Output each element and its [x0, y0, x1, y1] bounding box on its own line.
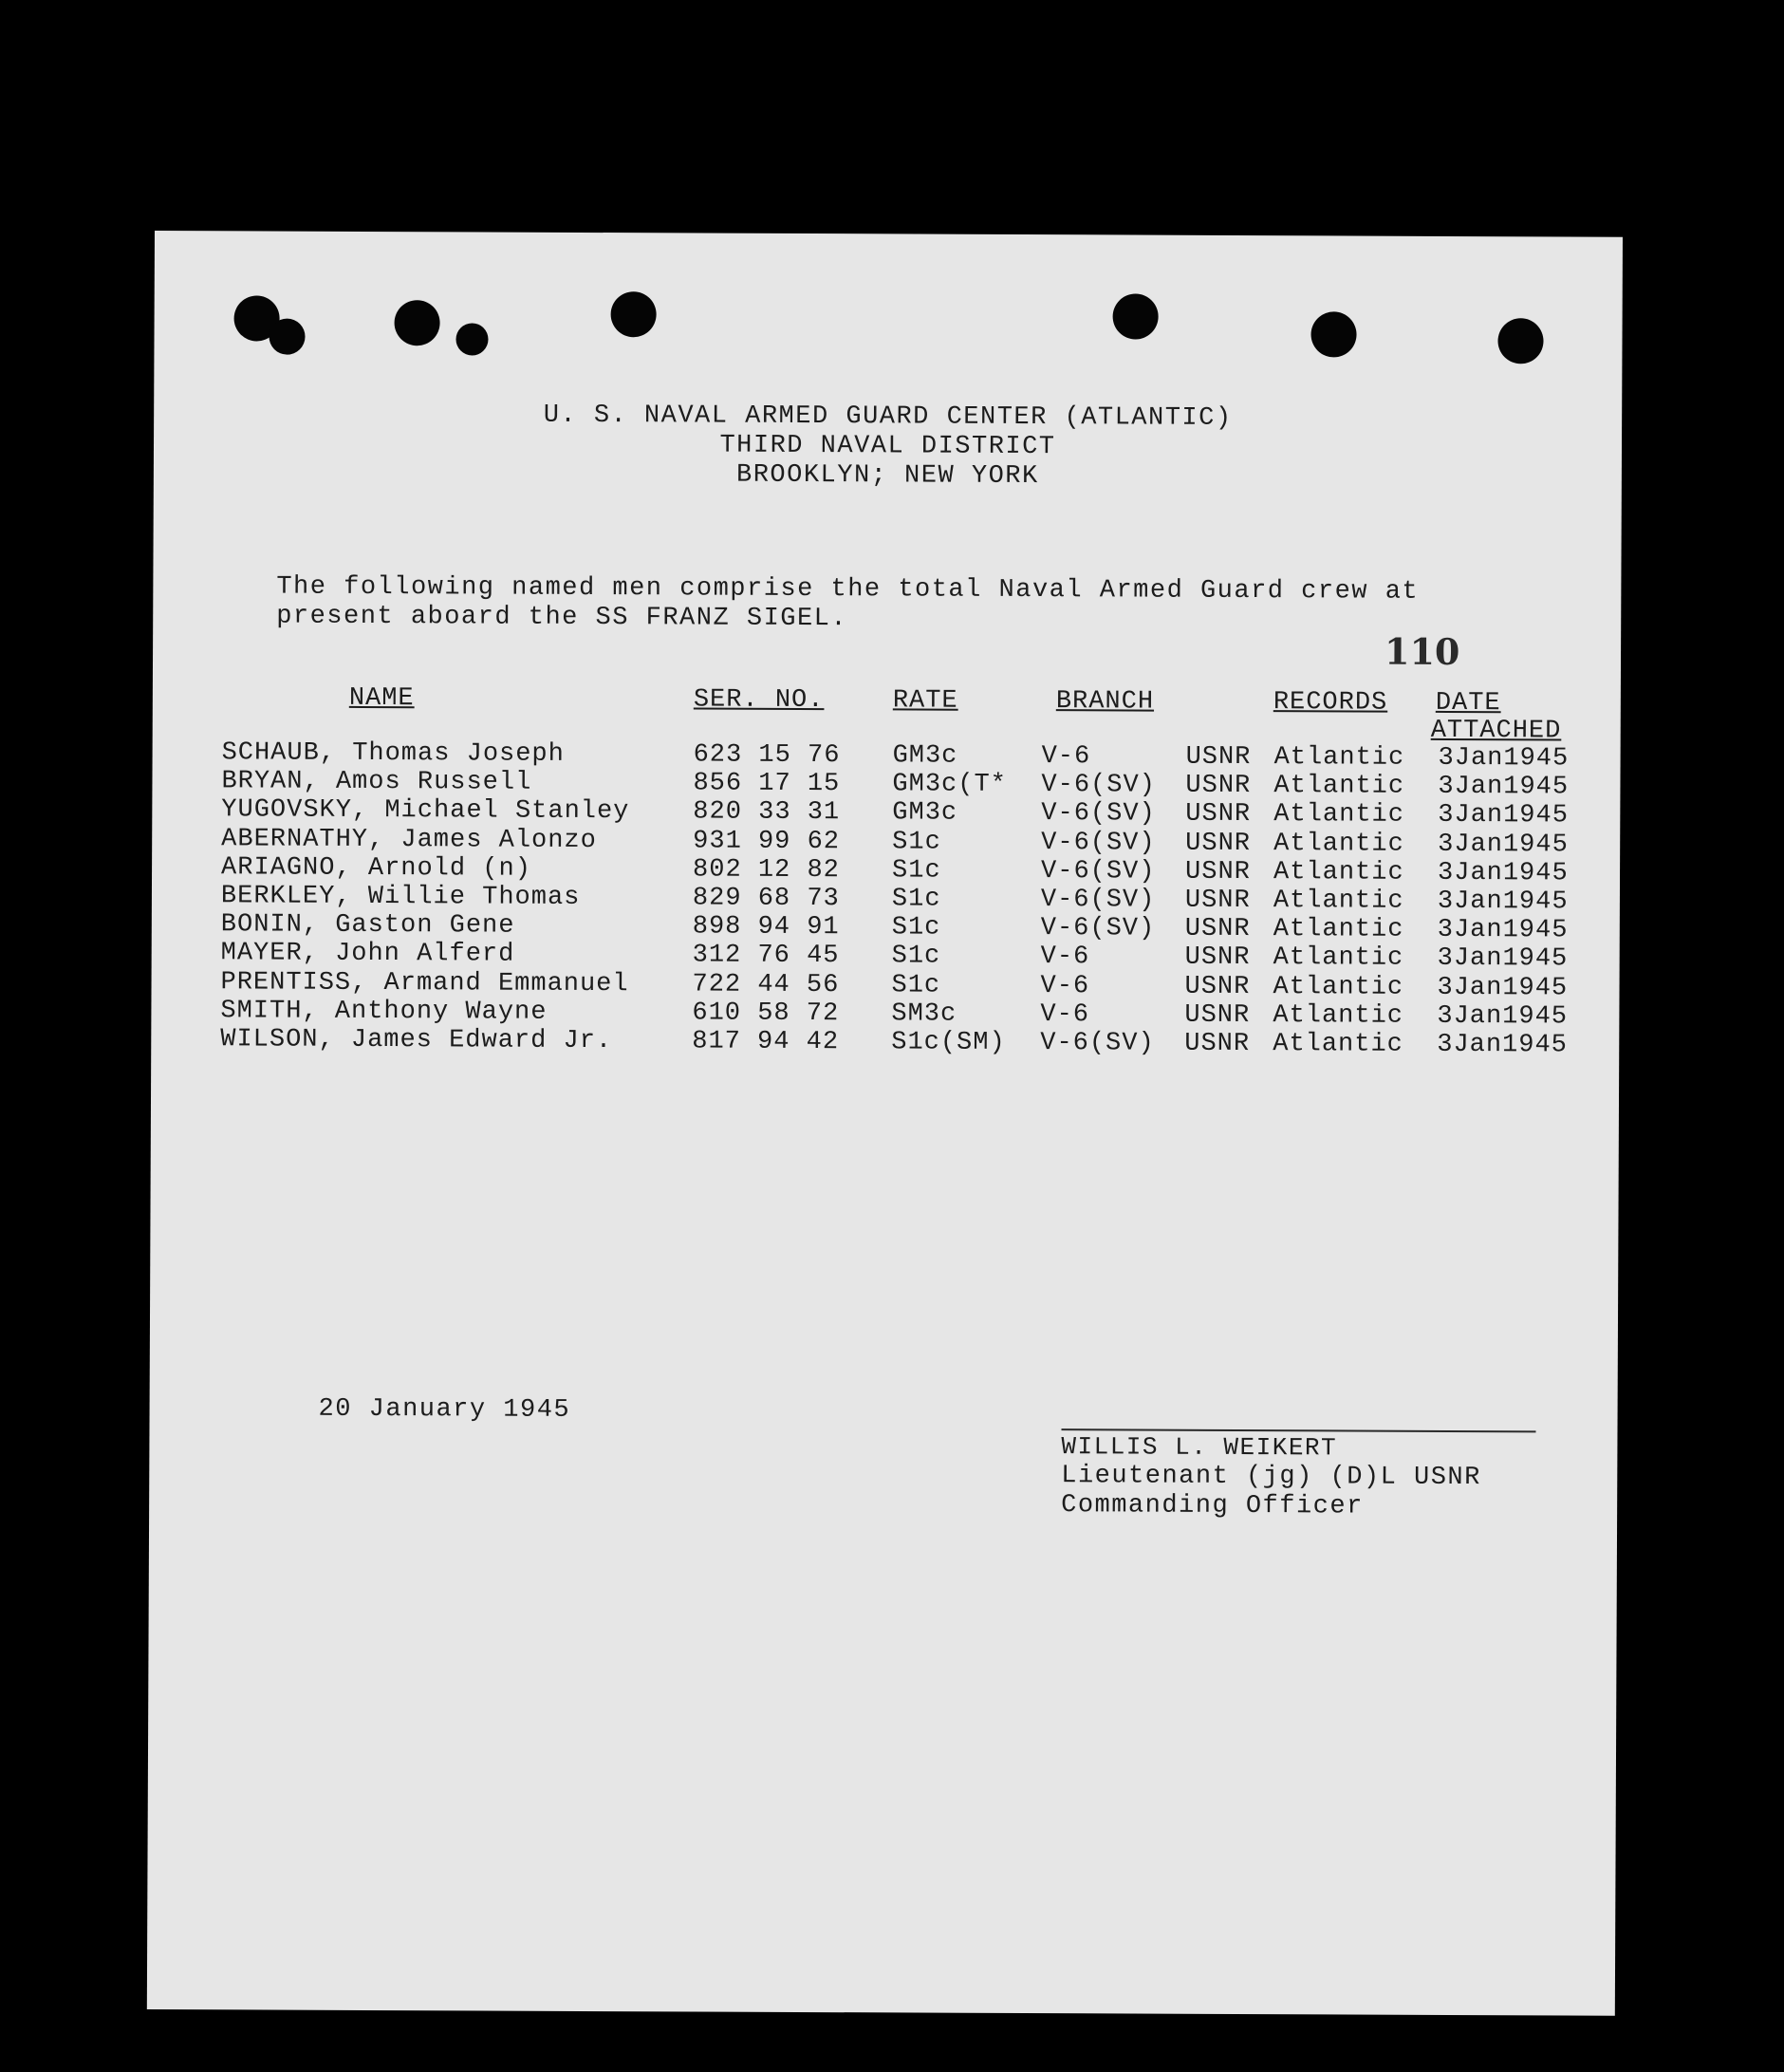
cell-ser: 623 15 76	[693, 740, 841, 771]
cell-usnr: USNR	[1184, 1029, 1251, 1059]
cell-name: BRYAN, Amos Russell	[221, 767, 532, 797]
document-date: 20 January 1945	[318, 1394, 571, 1425]
cell-rate: GM3c(T*	[892, 770, 1007, 800]
col-header-date: DATE	[1435, 688, 1501, 719]
col-header-ser-no: SER. NO.	[693, 685, 825, 716]
cell-name: ABERNATHY, James Alonzo	[221, 824, 597, 855]
cell-date: 3Jan1945	[1438, 773, 1570, 802]
cell-records: Atlantic	[1273, 972, 1404, 1002]
cell-ser: 802 12 82	[693, 855, 840, 885]
intro-line-1: The following named men comprise the total Naval Armed Guard crew at	[276, 572, 1420, 607]
cell-rate: S1c	[891, 885, 941, 914]
cell-rate: GM3c	[892, 798, 958, 829]
cell-date: 3Jan1945	[1437, 944, 1569, 974]
header-line-1: U. S. NAVAL ARMED GUARD CENTER (ATLANTIC)	[543, 401, 1233, 433]
cell-branch: V-6	[1041, 742, 1091, 772]
cell-rate: S1c	[892, 827, 941, 857]
cell-usnr: USNR	[1184, 972, 1251, 1001]
punch-hole	[394, 300, 439, 345]
cell-name: PRENTISS, Armand Emmanuel	[220, 967, 629, 999]
cell-usnr: USNR	[1185, 829, 1252, 858]
cell-usnr: USNR	[1184, 886, 1251, 916]
cell-name: SCHAUB, Thomas Joseph	[221, 738, 565, 769]
cell-records: Atlantic	[1273, 943, 1404, 974]
cell-branch: V-6	[1040, 943, 1090, 972]
cell-records: Atlantic	[1273, 915, 1404, 944]
punch-hole	[611, 291, 657, 337]
cell-rate: S1c	[891, 942, 941, 972]
cell-branch: V-6(SV)	[1040, 856, 1156, 887]
signature-title: Commanding Officer	[1061, 1491, 1364, 1521]
header-line-3: BROOKLYN; NEW YORK	[735, 460, 1039, 492]
cell-branch: V-6(SV)	[1041, 799, 1156, 829]
cell-date: 3Jan1945	[1437, 973, 1569, 1003]
cell-ser: 931 99 62	[693, 827, 841, 856]
cell-branch: V-6(SV)	[1041, 828, 1156, 858]
punch-hole	[1310, 311, 1356, 357]
cell-rate: GM3c	[892, 741, 958, 771]
signature-name: WILLIS L. WEIKERT	[1061, 1432, 1338, 1463]
cell-branch: V-6	[1040, 999, 1090, 1030]
cell-rate: SM3c	[891, 999, 957, 1029]
cell-date: 3Jan1945	[1438, 743, 1570, 774]
cell-name: BERKLEY, Willie Thomas	[220, 882, 581, 912]
page-number: 110	[1384, 629, 1460, 674]
cell-date: 3Jan1945	[1437, 1030, 1568, 1060]
cell-branch: V-6(SV)	[1040, 914, 1156, 943]
document-page	[147, 231, 1623, 2016]
cell-records: Atlantic	[1273, 1030, 1403, 1059]
signature-rank: Lieutenant (jg) (D)L USNR	[1061, 1462, 1481, 1493]
punch-hole	[1497, 318, 1543, 364]
cell-name: YUGOVSKY, Michael Stanley	[221, 795, 630, 827]
cell-branch: V-6	[1040, 971, 1090, 1000]
cell-ser: 817 94 42	[692, 1027, 840, 1057]
col-header-attached: ATTACHED	[1430, 716, 1562, 746]
cell-rate: S1c	[892, 856, 941, 886]
cell-name: ARIAGNO, Arnold (n)	[221, 853, 531, 884]
col-header-branch: BRANCH	[1055, 687, 1155, 717]
cell-records: Atlantic	[1273, 887, 1404, 916]
table-row	[151, 1025, 1619, 1060]
header-line-2: THIRD NAVAL DISTRICT	[719, 431, 1056, 462]
cell-records: Atlantic	[1273, 857, 1404, 887]
punch-hole	[269, 319, 305, 355]
cell-name: BONIN, Gaston Gene	[220, 910, 515, 941]
col-header-rate: RATE	[892, 686, 958, 716]
cell-records: Atlantic	[1273, 743, 1405, 773]
cell-ser: 722 44 56	[692, 970, 840, 999]
cell-ser: 898 94 91	[692, 912, 840, 943]
cell-rate: S1c	[891, 970, 941, 1000]
cell-usnr: USNR	[1185, 771, 1252, 801]
col-header-records: RECORDS	[1273, 688, 1388, 718]
col-header-name: NAME	[348, 683, 415, 714]
cell-name: MAYER, John Alferd	[220, 939, 515, 970]
cell-records: Atlantic	[1273, 829, 1404, 859]
cell-usnr: USNR	[1184, 943, 1251, 973]
punch-hole	[1113, 293, 1159, 339]
cell-name: WILSON, James Edward Jr.	[220, 1025, 613, 1056]
cell-rate: S1c(SM)	[891, 1028, 1006, 1057]
intro-line-2: present aboard the SS FRANZ SIGEL.	[276, 602, 848, 634]
cell-usnr: USNR	[1185, 742, 1252, 773]
cell-usnr: USNR	[1184, 1000, 1251, 1030]
cell-date: 3Jan1945	[1437, 916, 1569, 945]
cell-name: SMITH, Anthony Wayne	[220, 997, 548, 1027]
cell-date: 3Jan1945	[1437, 1001, 1569, 1032]
cell-records: Atlantic	[1273, 800, 1405, 831]
cell-date: 3Jan1945	[1437, 858, 1569, 888]
cell-branch: V-6(SV)	[1040, 886, 1156, 915]
cell-branch: V-6(SV)	[1040, 1029, 1155, 1058]
cell-records: Atlantic	[1273, 1000, 1404, 1031]
cell-branch: V-6(SV)	[1041, 771, 1156, 800]
cell-date: 3Jan1945	[1438, 801, 1570, 831]
cell-usnr: USNR	[1185, 800, 1252, 830]
cell-ser: 312 76 45	[692, 941, 840, 971]
cell-ser: 856 17 15	[693, 769, 841, 799]
cell-ser: 610 58 72	[692, 999, 840, 1028]
cell-usnr: USNR	[1184, 914, 1251, 944]
cell-rate: S1c	[891, 913, 941, 943]
cell-ser: 820 33 31	[693, 797, 841, 828]
cell-usnr: USNR	[1184, 857, 1251, 887]
cell-date: 3Jan1945	[1437, 887, 1569, 917]
cell-date: 3Jan1945	[1438, 830, 1569, 860]
cell-ser: 829 68 73	[692, 884, 840, 914]
cell-records: Atlantic	[1273, 772, 1405, 801]
punch-hole	[455, 323, 488, 355]
